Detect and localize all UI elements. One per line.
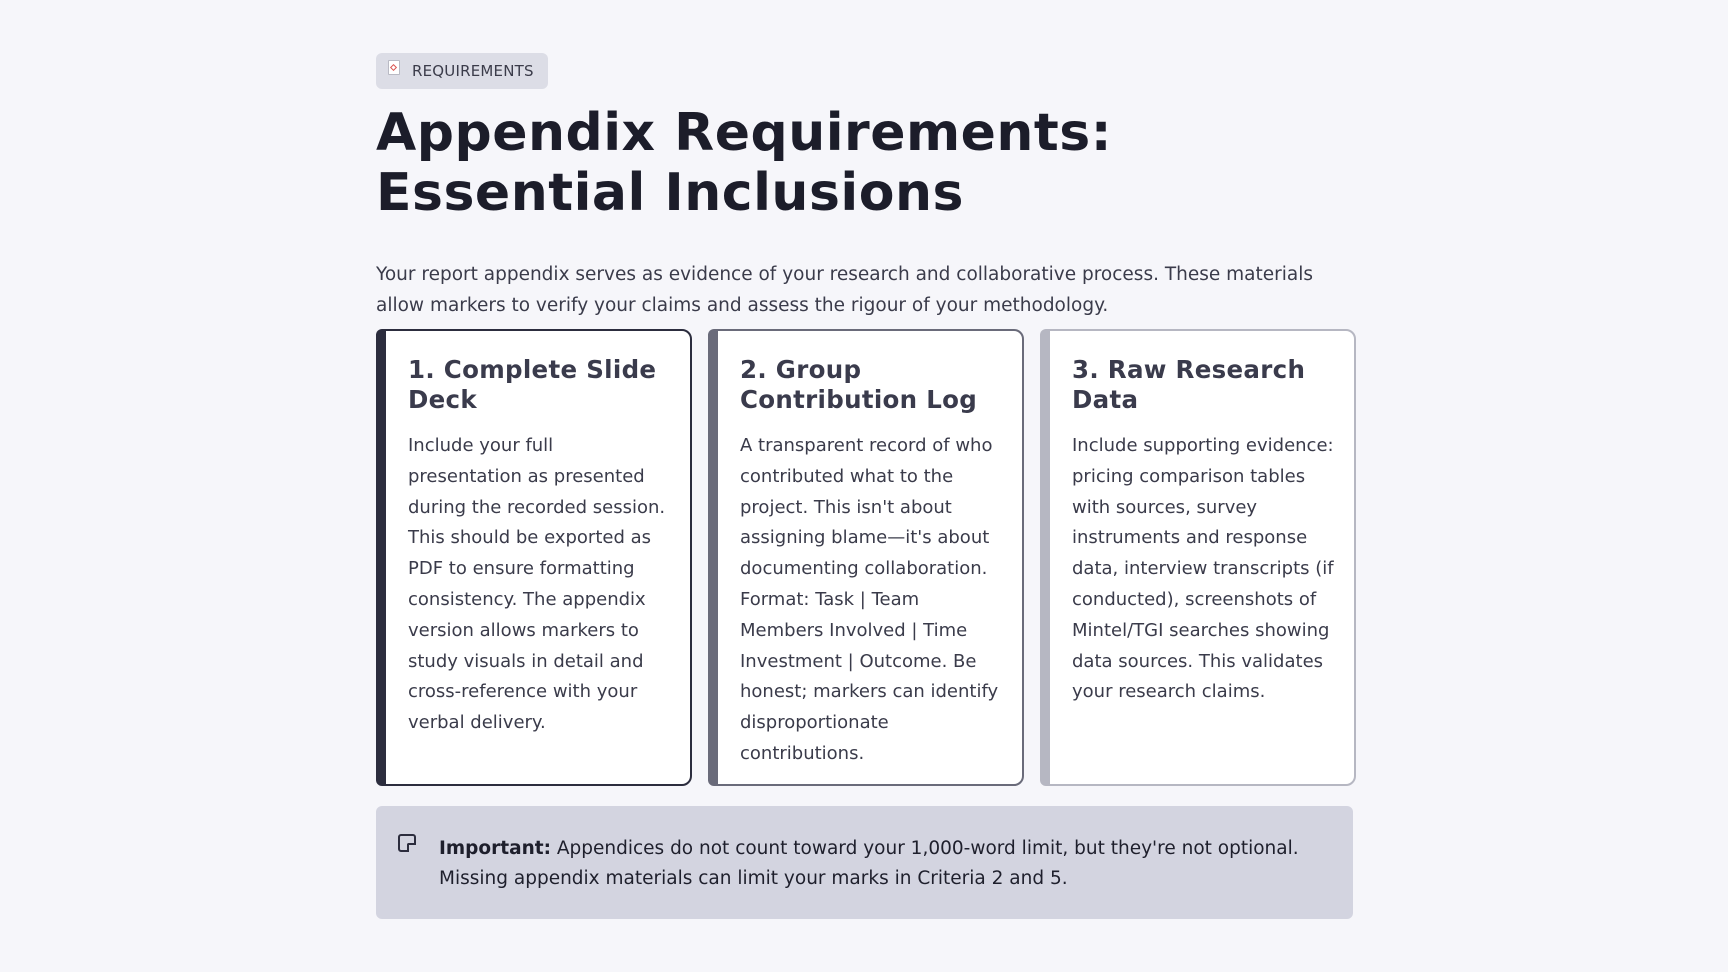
- page: [376, 53, 1353, 889]
- card-body: A transparent record of who contributed what to the project. This isn't about assigning blame—it's about documenting collaboration. Format: Task | Team Members Involved | Time Investment | Outcome. Be honest; markers can identify disproportionate contributions.: [740, 435, 999, 764]
- intro-paragraph: Your report appendix serves as evidence of your research and collaborative process. These materials allow markers to verify your claims and assess the rigour of your methodology.: [376, 264, 1314, 316]
- section-tag: [376, 53, 548, 89]
- important-label: Important:: [439, 838, 551, 859]
- requirement-cards: [376, 329, 1356, 786]
- important-text: Appendices do not count toward your 1,000-word limit, but they're not optional. Missing appendix materials can limit your marks in Criteria 2 and 5.: [439, 838, 1299, 889]
- card-complete-slide-deck: [376, 329, 692, 786]
- card-body: Include your full presentation as presented during the recorded session. This should be exported as PDF to ensure formatting consistency. The appendix version allows markers to study visuals in detail and cross-reference with your verbal delivery.: [408, 435, 666, 734]
- card-accent-bar: [1040, 329, 1050, 786]
- card-accent-bar: [376, 329, 386, 786]
- card-body: Include supporting evidence: pricing comparison tables with sources, survey instruments and response data, interview transcripts (if conducted), screenshots of Mintel/TGI searches showing data sources. This validates your research claims.: [1072, 435, 1334, 703]
- important-note: [376, 806, 1353, 919]
- card-title: 3. Raw Research Data: [1072, 355, 1306, 414]
- card-accent-bar: [708, 329, 718, 786]
- section-tag-label: REQUIREMENTS: [412, 62, 534, 80]
- card-title: 1. Complete Slide Deck: [408, 355, 657, 414]
- sticky-note-icon: [398, 834, 416, 852]
- card-raw-research-data: [1040, 329, 1356, 786]
- card-group-contribution-log: [708, 329, 1024, 786]
- page-title: Appendix Requirements: Essential Inclusions: [376, 103, 1113, 223]
- card-title: 2. Group Contribution Log: [740, 355, 978, 414]
- pinned-document-icon: [388, 60, 402, 76]
